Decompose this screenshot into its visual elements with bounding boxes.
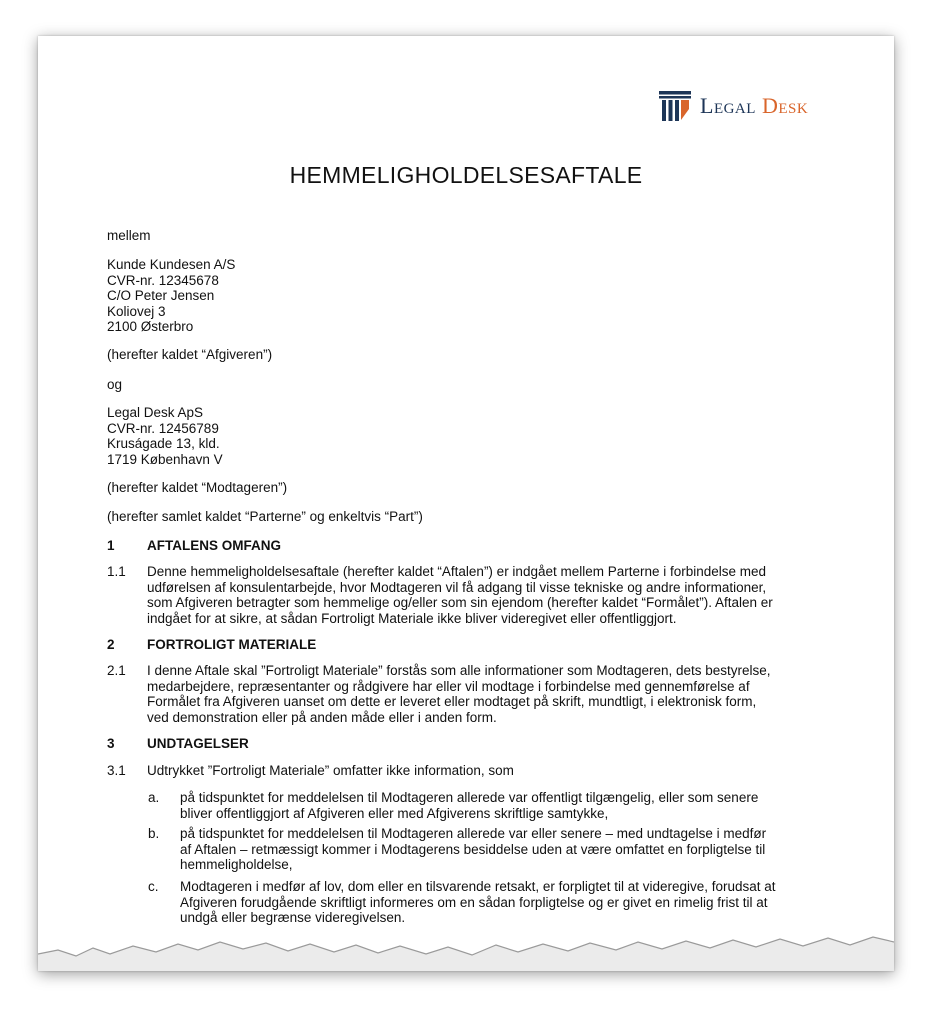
logo-wordmark xyxy=(700,93,808,119)
list-item-text xyxy=(180,826,800,873)
section-number: 1 xyxy=(107,538,115,553)
list-item-line: Afgiveren forudgående skriftligt informeres om en sådan forpligtelse og er givet en rimelig frist til at xyxy=(180,894,768,910)
legal-desk-logo xyxy=(658,88,808,124)
list-item-line: Modtageren i medfør af lov, dom eller en tilsvarende retsakt, er forpligtet til at videregive, forudsat at xyxy=(180,879,776,894)
party2-reference: (herefter kaldet “Modtageren”) xyxy=(107,480,288,495)
party2-cvr: CVR-nr. 12456789 xyxy=(107,420,219,436)
list-item-letter: a. xyxy=(148,790,160,805)
section-number: 2 xyxy=(107,637,115,652)
clause-line: udførelsen af konsulentarbejde, hvor Modtageren vil få adgang til visse tekniske og andre informationer, xyxy=(147,579,767,595)
clause-line: I denne Aftale skal ”Fortroligt Materiale” forstås som alle informationer som Modtageren, dets bestyrelse, xyxy=(147,663,771,678)
clause-number: 1.1 xyxy=(107,564,126,579)
clause-line: Denne hemmeligholdelsesaftale (herefter kaldet “Aftalen”) er indgået mellem Parterne i forbindelse med xyxy=(147,564,767,579)
document-page xyxy=(38,36,894,971)
party2-name: Legal Desk ApS xyxy=(107,405,204,420)
clause-line: Formålet fra Afgiveren uanset om dette er leveret eller modtaget på skrift, mundtligt, i elektronisk form, xyxy=(147,694,757,709)
document-title: HEMMELIGHOLDELSESAFTALE xyxy=(289,162,643,188)
section-heading xyxy=(107,736,249,751)
list-item-line: undgå eller begrænse videregivelsen. xyxy=(180,910,406,925)
party1-cvr: CVR-nr. 12345678 xyxy=(107,272,219,288)
party2-street: Kruságade 13, kld. xyxy=(107,436,220,451)
section-title: UNDTAGELSER xyxy=(147,736,249,751)
list-item-line: bliver offentliggjort af Afgiveren eller med Afgiverens skriftlige samtykke, xyxy=(180,805,609,821)
party2-city: 1719 København V xyxy=(107,451,223,467)
list-item-line: hemmeligholdelse, xyxy=(180,857,293,872)
list-item-text xyxy=(180,790,800,821)
clause-line: Udtrykket ”Fortroligt Materiale” omfatter ikke information, som xyxy=(147,763,514,778)
party1-reference: (herefter kaldet “Afgiveren”) xyxy=(107,347,273,362)
section-heading xyxy=(107,637,316,652)
clause-number: 3.1 xyxy=(107,763,126,778)
clause-text xyxy=(147,564,797,626)
pillar-icon xyxy=(658,89,692,123)
clause-text xyxy=(147,663,797,725)
list-item-letter: b. xyxy=(148,826,160,841)
section-title: FORTROLIGT MATERIALE xyxy=(147,637,317,652)
and-label: og xyxy=(107,377,123,392)
parties-reference: (herefter samlet kaldet “Parterne” og enkeltvis “Part”) xyxy=(107,509,423,524)
list-item-line: på tidspunktet for meddelelsen til Modtageren allerede var offentligt tilgængelig, eller som senere xyxy=(180,790,759,805)
clause-line: ved demonstration eller på anden måde eller i anden form. xyxy=(147,709,497,725)
section-heading xyxy=(107,538,281,553)
logo-legal: Legal xyxy=(700,93,756,118)
party2-address xyxy=(107,405,223,467)
logo-desk: Desk xyxy=(761,93,809,118)
clause-text xyxy=(147,763,797,779)
list-item-text xyxy=(180,879,800,926)
list-item-letter: c. xyxy=(148,879,159,894)
clause-number: 2.1 xyxy=(107,663,126,678)
list-item-line: på tidspunktet for meddelelsen til Modtageren allerede var eller senere – med undtagelse i medfør xyxy=(180,826,767,841)
clause-line: som Afgiveren betragter som hemmelige og/eller som sin ejendom (herefter kaldet “Formålet”). Aftalen er xyxy=(147,595,773,610)
party1-address xyxy=(107,257,235,335)
torn-paper-edge xyxy=(38,932,894,971)
party1-name: Kunde Kundesen A/S xyxy=(107,257,236,272)
party1-co: C/O Peter Jensen xyxy=(107,288,215,303)
party1-street: Koliovej 3 xyxy=(107,303,166,319)
section-number: 3 xyxy=(107,736,115,751)
between-label: mellem xyxy=(107,228,151,243)
party1-city: 2100 Østerbro xyxy=(107,319,194,334)
list-item-line: af Aftalen – retmæssigt kommer i Modtagerens besiddelse uden at være omfattet en forpligtelse til xyxy=(180,841,766,857)
clause-line: medarbejdere, repræsentanter og rådgivere har eller vil modtage i forbindelse med gennemførelse af xyxy=(147,678,750,694)
clause-line: indgået for at sikre, at sådan Fortroligt Materiale ikke bliver videregivet eller offentliggjort. xyxy=(147,610,677,626)
section-title: AFTALENS OMFANG xyxy=(147,538,281,553)
